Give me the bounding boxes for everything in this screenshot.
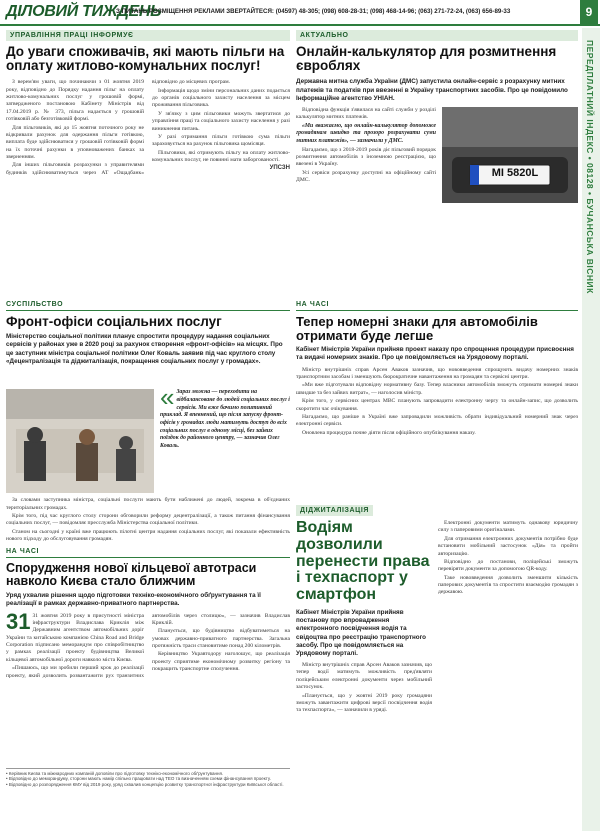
paragraph: У зв'язку з цим пільговики можуть звертатися до управління праці та соціального захисту населення у разі виникнення питань. xyxy=(152,110,290,132)
paragraph: Відповідно до постанови, поліцейські зможуть перевіряти документи за допомогою QR-коду. xyxy=(438,558,578,573)
paragraph: Міністр внутрішніх справ Арсен Аваков зазначив, що нововведення спрощують видачу номерних знаків транспортним засобам і зменшують бюрократичне навантаження на громадян та сервісні центри. xyxy=(296,366,578,380)
headline: Спорудження нової кільцевої автотраси навколо Києва стало ближчим xyxy=(6,561,257,589)
article-digital xyxy=(296,499,578,829)
article-body xyxy=(6,79,290,289)
headline: Тепер номерні знаки для автомобілів отримати буде легше xyxy=(296,314,538,343)
paragraph: Нагадаємо, що раніше в Україні вже запровадили можливість обрати індивідуальний номерний знак через електронні сервіси. xyxy=(296,413,578,428)
headline: Водіям дозволили перенести права і техпаспорт у смартфон xyxy=(296,520,430,604)
paragraph xyxy=(6,613,144,665)
paragraph: Планується, що будівництво відбуватиметься на умовах державно-приватного партнерства. Загальна протяжність траси становитиме понад 200 кілометрів. xyxy=(152,628,290,650)
car-photo-illustration xyxy=(442,107,578,203)
license-plate-text: MI 5820L xyxy=(491,166,539,179)
paragraph: Таке нововведення дозволить зменшити кількість паперових документів та спростити взаємодію громадян з державою. xyxy=(438,574,578,596)
advertising-contacts: З ПИТАНЬ РОЗМІЩЕННЯ РЕКЛАМИ ЗВЕРТАЙТЕСЯ: (04597) 48-305; (098) 608-28-31; (098) 468-14-96; (063) 271-72-24, (063) 656-89-33 xyxy=(116,8,511,15)
article-front-office xyxy=(6,299,290,541)
paragraph: У разі отримання пільги готівкою сума пільги зараховується на рахунок пільговика щомісяця. xyxy=(152,133,290,148)
paragraph: Електронні документи матимуть однакову юридичну силу з паперовими оригіналами. xyxy=(438,520,578,534)
article-ring-road xyxy=(6,546,290,829)
paragraph: Нагадаємо, що з 2018-2019 років діє пільговий порядок розмитнення автомобілів з іноземною реєстрацією, що ввезені в Україну. xyxy=(296,146,436,168)
paragraph: Керівництво Укравтодору наголошує, що реалізація проекту сприятиме економічному розвитку регіону та покращить транспортне сполучення. xyxy=(152,651,290,673)
paragraph: Відповідна функція з'явилася на сайті служби у розділі калькулятор митних платежів. xyxy=(296,106,436,121)
quote-mark-icon: « xyxy=(160,389,175,413)
pull-quote: Зараз можна — переходити на відбалансоване до людей соціальних послуг і сервісів. Ми вже бачимо позитивний приклад. Я впевнений, що після запуску фронт-офісів у громадах люди матимуть доступ до всіх соціальних послуг в одному місці, без зайвих поїздок до районного центру, — зазначив Олег Коваль. xyxy=(160,389,290,450)
paragraph: За словами заступника міністра, соціальні послуги мають бути наближені до людей, зокрема в об'єднаних територіальних громадах. xyxy=(6,497,290,511)
office-photo-illustration xyxy=(6,389,154,493)
lead: Державна митна служба України (ДМС) запустила онлайн-сервіс з розрахунку митних платежів та податків при ввезенні в Україну транспортних засобів. Про це повідомило Інформаційне агентство УНІАН. xyxy=(296,78,568,102)
paragraph: Для інших пільговиків розрахунки з управителями будинків здійснюватимуться через АТ «Ощадбанк» відповідно до місцевих програм. xyxy=(6,79,231,176)
paragraph: Крім того, у сервісних центрах МВС планують запровадити електронну чергу та онлайн-запис, що дозволить скоротити час очікування. xyxy=(296,398,578,412)
footnote: • Керівник Києва та міжнародних компаній доповіли про підготовку техніко-економічного обґрунтування. xyxy=(6,770,224,776)
lead: Уряд ухвалив рішення щодо підготовки техніко-економічного обґрунтування та її реалізації в рамках державно-приватного партнерства. xyxy=(6,592,261,608)
quote-block xyxy=(160,389,290,493)
rubric: АКТУАЛЬНО xyxy=(296,30,578,41)
newspaper-brand: ДІЛОВИЙ ТИЖДЕНЬ xyxy=(6,3,162,20)
paragraph: Усі сервіси розрахунку доступні на офіційному сайті ДМС. xyxy=(296,169,436,184)
article-body xyxy=(296,367,578,481)
footnote: • Відповідно до розпорядження КМУ від 2019 року, уряд схвалив концепцію розвитку транспортної інфраструктури Київської області. xyxy=(6,782,284,788)
article-utility xyxy=(6,30,290,296)
lead: Кабінет Міністрів України прийняв проект наказу про спрощення процедури присвоєння та видачі номерних знаків. Про це повідомляється на Урядовому порталі. xyxy=(296,346,574,362)
paragraph: «Пишаюсь, що ми зробили перший крок до реалізації проекту, який дозволить розвантажити рух транзитних автомобілів через столицю», — зазначив Владислав Криклій. xyxy=(6,612,290,679)
headline: До уваги споживачів, які мають пільги на оплату житлово-комунальних послуг! xyxy=(6,44,285,74)
article-body-right xyxy=(438,520,578,831)
page-number: 9 xyxy=(580,0,598,24)
paragraph-text: 31 жовтня 2019 року в присутності міністра інфраструктури Владислава Криклія між Державним агентством автомобільних доріг України та китайською компанією China Road and Bridge Corporation підписано меморандум про співробітництво у рамках реалізації проекту будівництва Великої кільцевої автомобільної дороги навколо міста Києва. xyxy=(6,612,144,663)
signature: УПСЗН xyxy=(269,165,290,172)
headline: Фронт-офіси соціальних послуг xyxy=(6,314,222,329)
paragraph: Станом на сьогодні у країні вже працюють пілотні центри надання соціальних послуг, які показали ефективність нового підходу до обслуговування громадян. xyxy=(6,528,290,543)
lead: Міністерство соціальної політики планує спростити процедуру надання соціальних сервісів у районах уже в 2020 році за рахунок створення «фронт-офісів» на місцях. Про це заступник міністра соціальної політики Олег Коваль заявив під час круглого столу «Децентралізація та діджиталізація, покращення соціальних послуг у громадах». xyxy=(6,333,283,365)
paragraph: Інформація щодо зміни персональних даних подається до органів соціального захисту населення за місцем проживання пільговика. xyxy=(152,87,290,109)
office-photo xyxy=(6,389,154,493)
side-strip xyxy=(582,28,600,831)
footnotes xyxy=(6,768,290,789)
rubric: НА ЧАСІ xyxy=(296,299,578,311)
lead: Кабінет Міністрів України прийняв постанову про впровадження електронного посвідчення водія та свідоцтва про реєстрацію транспортного засобу. Про це повідомляється на Урядовому порталі. xyxy=(296,608,426,657)
paragraph: Пільговики, які отримують пільгу на оплату житлово-комунальних послуг, не повинні мати заборгованості. xyxy=(152,149,290,164)
article-body xyxy=(296,107,436,297)
paragraph: Крім того, під час круглого столу сторони обговорили реформу децентралізації, а також питання фінансування соціальних послуг, — повідомляє пресслужба Міністерства соціальної політики. xyxy=(6,512,290,527)
paragraph: «Ми вже підготували відповідну нормативну базу. Тепер власники автомобілів зможуть отримати номерні знаки швидше та без зайвих витрат», — наголосив міністр. xyxy=(296,382,578,396)
article-calculator xyxy=(296,30,578,296)
paragraph: З верем'ям уваги, що починаючи з 01 жовтня 2019 року, відповідно до Порядку надання пільг на оплату житлово-комунальних послуг у грошовій формі, затвердженого постановою Кабінету Міністрів від 17.04.2019 р. № 373, пільга надається у грошовій готівковій або безготівковій формі. xyxy=(6,79,144,123)
paragraph: «Планується, що у жовтні 2019 року громадяни зможуть завантажити цифрові версії посвідчення водія та техпаспорта», — зазначили в уряді. xyxy=(296,692,432,714)
car-plate-photo xyxy=(442,107,578,203)
rubric: УПРАВЛІННЯ ПРАЦІ ІНФОРМУЄ xyxy=(6,30,290,41)
article-body-left xyxy=(296,662,432,715)
article-body xyxy=(6,613,290,765)
headline: Онлайн-калькулятор для розмитнення євроблях xyxy=(296,44,557,74)
paragraph: Для отримання електронних документів потрібно буде встановити мобільний застосунок «Дія» та пройти авторизацію. xyxy=(438,535,578,557)
drop-cap: 31 xyxy=(6,612,31,634)
page-header xyxy=(0,0,600,26)
footnote: • Відповідно до меморандуму, сторони мають намір спільно працювати над ТЕО та визначенням схеми фінансування проекту. xyxy=(6,776,271,782)
paragraph: Для пільговиків, які до 15 жовтня поточного року не відкривали рахунок для одержання пільги готівкою, виплата буде здійснюватися у грошовій готівковій формі на їх поточні рахунки в уповноважених банках за зверненням. xyxy=(6,124,144,161)
article-plates xyxy=(296,299,578,495)
paragraph: «Ми вважаємо, що онлайн-калькулятор допоможе громадянам швидко та прозоро розрахувати суми митних платежів», — зазначили у ДМС. xyxy=(296,122,436,145)
digital-left-column xyxy=(296,520,432,831)
paragraph: Міністр внутрішніх справ Арсен Аваков зазначив, що тепер водії матимуть можливість пред'являти поліцейським електронні документи через мобільний застосунок. xyxy=(296,662,432,691)
rubric: ДІДЖИТАЛІЗАЦІЯ xyxy=(296,505,373,516)
rubric: НА ЧАСІ xyxy=(6,546,290,558)
side-strip-text: ПЕРЕДПЛАТНИЙ ІНДЕКС • 08128 • БУЧАНСЬКА ВІСНИК xyxy=(585,40,595,294)
rubric: СУСПІЛЬСТВО xyxy=(6,299,290,311)
paragraph: Оновлена процедура почне діяти після офіційного опублікування наказу. xyxy=(302,429,476,436)
article-body xyxy=(6,497,290,543)
